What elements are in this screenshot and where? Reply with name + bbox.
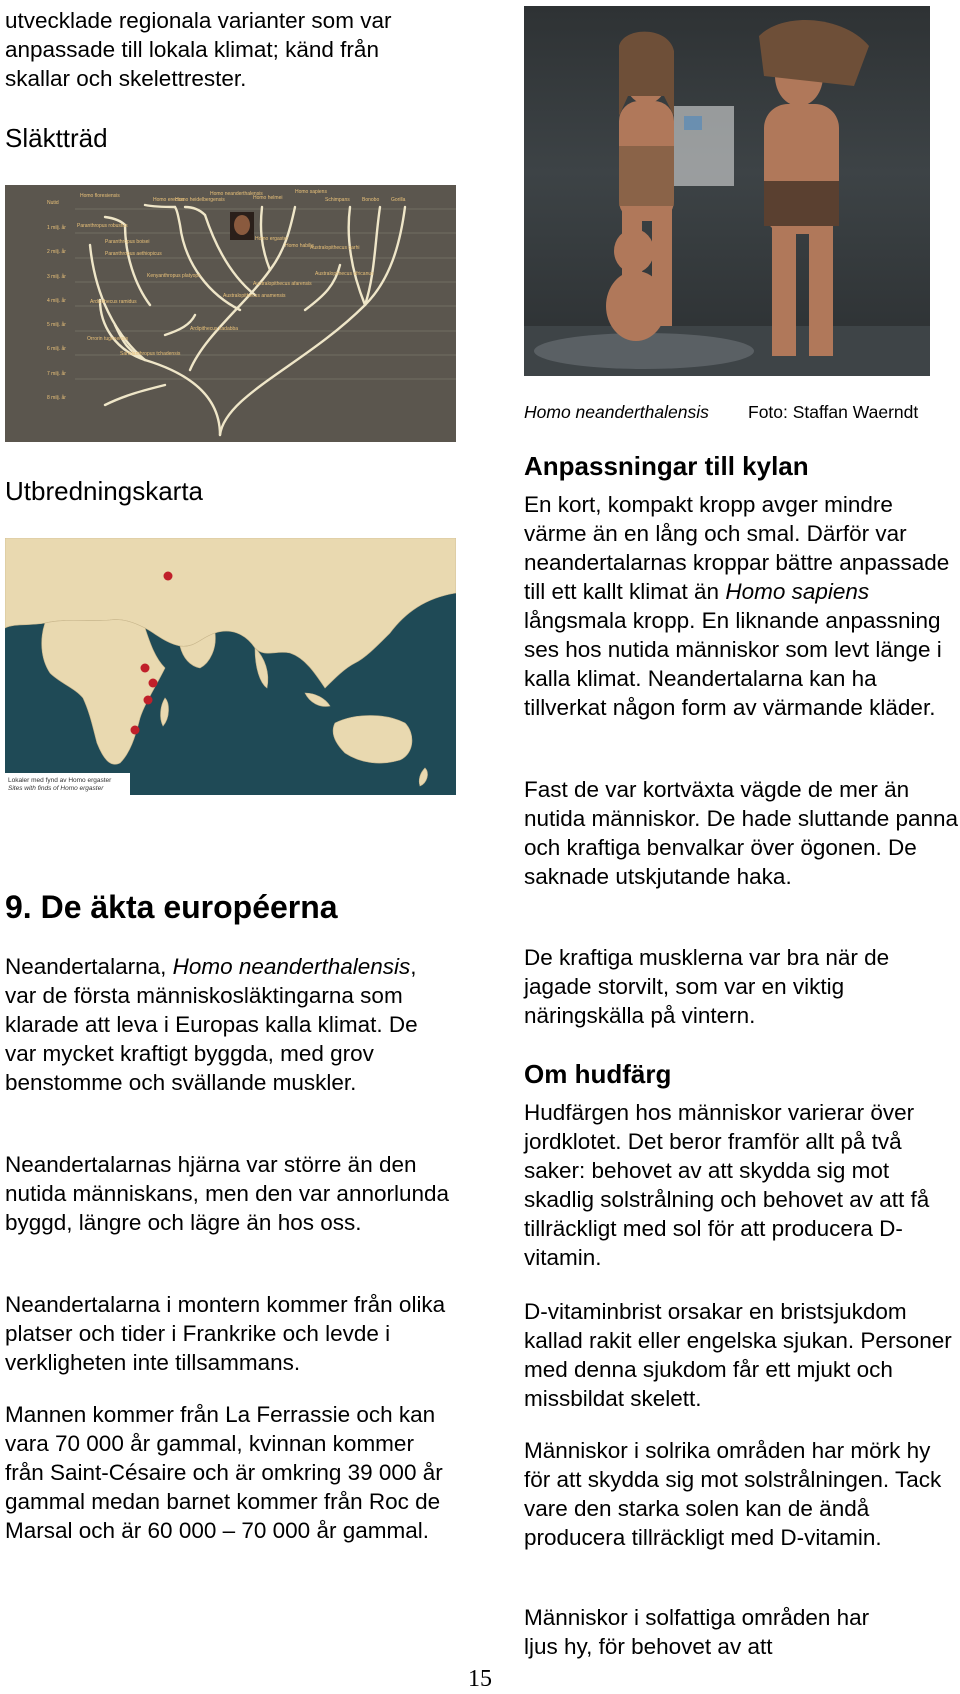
p1-text-b: , var de första människosläktingarna som klarade att leva i Europas kalla klimat. De var mycket kraftigt byggda, med grov benstomme och svällande muskler. <box>5 954 418 1095</box>
p1-species-italic: Homo neanderthalensis <box>172 954 411 979</box>
tree-label-ergaster: Homo ergaster <box>255 236 289 242</box>
tree-label-ramidus: Ardipithecus ramidus <box>90 299 137 305</box>
museum-diorama <box>524 6 930 376</box>
paragraph-display-case: Neandertalarna i montern kommer från olika platser och tider i Frankrike och levde i verkligheten inte tillsammans. <box>5 1292 446 1375</box>
tree-age-6: 6 milj. år <box>47 346 66 352</box>
tree-age-3: 3 milj. år <box>47 274 66 280</box>
tree-age-5: 5 milj. år <box>47 322 66 328</box>
cold-text-b: långsmala kropp. En liknande anpassning ses hos nutida människor som levt länge i kalla klimat. Neandertalarna kan ha tillverkat någon form av värmande kläder. <box>524 608 942 720</box>
tree-label-habilis: Homo habilis <box>285 243 314 249</box>
tree-age-0: Nutid <box>47 200 59 206</box>
paragraph-skin-3: Människor i solrika områden har mörk hy för att skydda sig mot solstrålningen. Tack vare den starka solen kan de ändå producera tillräckligt med D-vitamin. <box>524 1438 942 1550</box>
tree-label-floresiensis: Homo floresiensis <box>80 193 120 199</box>
p1-text-a: Neandertalarna, <box>5 954 173 979</box>
family-tree-heading: Släktträd <box>5 123 108 153</box>
paragraph-skin-2: D-vitaminbrist orsakar en bristsjukdom kallad rakit eller engelska sjukan. Personer med denna sjukdom får ett mjukt och missbildat skelett. <box>524 1299 952 1411</box>
family-tree-image <box>5 185 456 442</box>
tree-age-2: 2 milj. år <box>47 249 66 255</box>
tree-label-sapiens: Homo sapiens <box>295 189 327 195</box>
tree-label-p-boisei: Paranthropus boisei <box>105 239 150 245</box>
tree-label-platyops: Kenyanthropus platyops <box>147 273 201 279</box>
tree-label-africanus: Australopithecus africanus <box>315 271 374 277</box>
cold-text-a: En kort, kompakt kropp avger mindre värme än en lång och smal. Därför var neandertalarnas kroppar bättre anpassade till ett kallt klimat än <box>524 492 950 604</box>
map-heading: Utbredningskarta <box>5 476 203 506</box>
tree-label-anamensis: Australopithecus anamensis <box>223 293 286 299</box>
photo-caption-species: Homo neanderthalensis <box>524 402 709 422</box>
world-map <box>5 538 456 795</box>
paragraph-muscles: De kraftiga musklerna var bra när de jagade storvilt, som var en viktig näringskälla på vintern. <box>524 945 890 1028</box>
paragraph-origins: Mannen kommer från La Ferrassie och kan vara 70 000 år gammal, kvinnan kommer från Saint-Césaire och är omkring 39 000 år gammal medan barnet kommer från Roc de Marsal och är 60 000 – 70 000 år gammal. <box>5 1402 443 1543</box>
paragraph-skin-4: Människor i solfattiga områden har ljus hy, för behovet av att <box>524 1605 870 1659</box>
photo-credit: Foto: Staffan Waerndt <box>748 402 919 422</box>
tree-label-erectus: Homo erectus <box>153 197 185 203</box>
paragraph-neanderthals <box>5 952 450 1097</box>
tree-age-1: 1 milj. år <box>47 225 66 231</box>
tree-label-neanderthalensis: Homo neanderthalensis <box>210 191 263 197</box>
map-legend-swedish: Lokaler med fynd av Homo ergaster <box>8 777 112 784</box>
skin-colour-heading: Om hudfärg <box>524 1059 672 1089</box>
page-number: 15 <box>468 1666 492 1692</box>
tree-label-helmei: Homo helmei <box>253 195 283 201</box>
cold-adaptation-heading: Anpassningar till kylan <box>524 451 809 481</box>
tree-label-p-aethiopicus: Paranthropus aethiopicus <box>105 251 162 257</box>
tree-age-8: 8 milj. år <box>47 395 66 401</box>
tree-label-chimp: Schimpans <box>325 197 350 203</box>
paragraph-skin-1: Hudfärgen hos människor varierar över jordklotet. Det beror framför allt på två saker: behovet av att skydda sig mot skadlig solstrålning och behovet av att få tillräckligt med sol för att producera D-vitamin. <box>524 1100 930 1270</box>
skull-portrait <box>230 212 254 240</box>
paragraph-cold-adaptation <box>524 490 959 722</box>
section-heading: 9. De äkta européerna <box>5 889 338 925</box>
tree-label-heidelbergensis: Homo heidelbergensis <box>175 197 225 203</box>
tree-age-7: 7 milj. år <box>47 371 66 377</box>
tree-label-gorilla: Gorilla <box>391 197 406 203</box>
paragraph-physique: Fast de var kortväxta vägde de mer än nutida människor. De hade sluttande panna och kraftiga benvalkar över ögonen. De saknade utskjutande haka. <box>524 777 959 889</box>
tree-label-afarensis: Australopithecus afarensis <box>253 281 312 287</box>
tree-label-p-robustus: Paranthropus robustus <box>77 223 128 229</box>
tree-label-garhi: Australopithecus garhi <box>310 245 360 251</box>
cold-species-italic: Homo sapiens <box>725 579 870 604</box>
neanderthal-photo <box>524 6 930 376</box>
tree-label-orrorin: Orrorin tugenensis <box>87 336 129 342</box>
intro-text: utvecklade regionala varianter som var anpassade till lokala klimat; känd från skallar och skelettrester. <box>5 8 392 91</box>
family-tree-diagram <box>5 185 456 442</box>
map-legend-english: Sites with finds of Homo ergaster <box>8 785 104 792</box>
tree-label-sahelanthropus: Sahelanthropus tchadensis <box>120 351 181 357</box>
tree-age-4: 4 milj. år <box>47 298 66 304</box>
tree-label-bonobo: Bonobo <box>362 197 380 203</box>
tree-label-kadabba: Ardipithecus kadabba <box>190 326 239 332</box>
paragraph-brain: Neandertalarnas hjärna var större än den nutida människans, men den var annorlunda byggd, längre och lägre än hos oss. <box>5 1152 450 1235</box>
distribution-map <box>5 538 456 795</box>
